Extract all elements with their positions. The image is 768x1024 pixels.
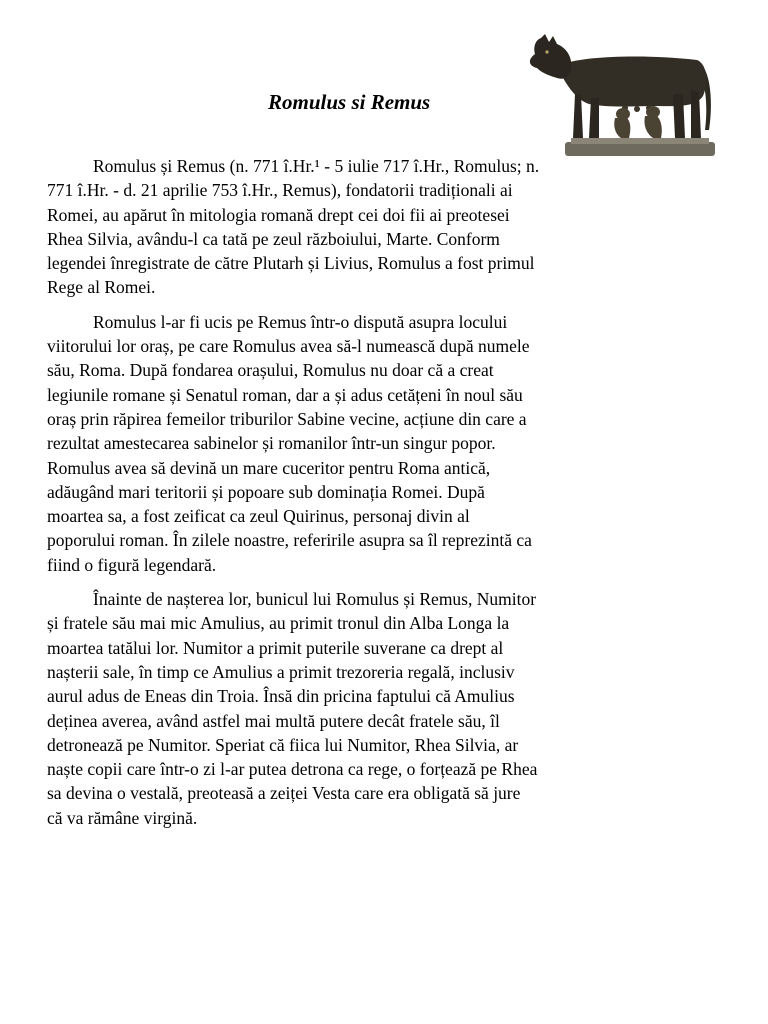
text-line: rezultat amestecarea sabinelor și romanilor într-un singur popor. — [47, 433, 496, 454]
document-body — [47, 154, 683, 840]
text-line: Romulus și Remus (n. 771 î.Hr.¹ - 5 iulie 717 î.Hr., Romulus; n. — [93, 156, 540, 176]
text-line: aurul adus de Eneas din Troia. Însă din pricina faptului că Amulius — [47, 686, 515, 707]
text-line: Romei, au apărut în mitologia romană drept cei doi fii ai preotesei — [47, 204, 510, 225]
text-line: naște copii care într-o zi l-ar putea detrona ca rege, o forțează pe Rhea — [47, 759, 538, 780]
text-line: că va rămâne virgină. — [47, 807, 198, 828]
text-line: sa devina o vestală, preoteasă a zeiței Vesta care era obligată să jure — [47, 783, 521, 804]
text-line: adăugând mari teritorii și popoare sub dominația Romei. După — [47, 481, 485, 502]
text-line: 771 î.Hr. - d. 21 aprilie 753 î.Hr., Remus), fondatorii tradiționali ai — [47, 180, 513, 201]
paragraph — [47, 310, 683, 577]
text-line: Romulus l-ar fi ucis pe Remus într-o dispută asupra locului — [93, 311, 508, 332]
text-line: legiunile romane și Senatul roman, dar a și adus cetățeni în noul său — [47, 384, 523, 405]
text-line: și fratele său mai mic Amulius, au primit tronul din Alba Longa la — [47, 613, 510, 634]
text-line: Romulus avea să devină un mare cuceritor pentru Roma antică, — [47, 457, 491, 478]
paragraph — [47, 587, 683, 830]
document-title: Romulus si Remus — [268, 90, 431, 114]
text-line: deținea averea, având astfel mai multă putere decât fratele său, îl — [47, 710, 500, 731]
text-line: viitorului lor oraș, pe care Romulus avea să-l numească după numele — [47, 336, 530, 357]
text-line: Rege al Romei. — [47, 277, 156, 298]
text-line: Rhea Silvia, avându-l ca tată pe zeul războiului, Marte. Conform — [47, 228, 500, 249]
text-line: nașterii sale, în timp ce Amulius a primit trezoreria regală, inclusiv — [47, 661, 515, 682]
text-line: său, Roma. După fondarea orașului, Romulus nu doar că a creat — [47, 360, 494, 381]
text-line: poporului roman. În zilele noastre, referirile asupra sa îl reprezintă ca — [47, 530, 532, 551]
text-line: moartea sa, a fost zeificat ca zeul Quirinus, personaj divin al — [47, 506, 470, 527]
text-line: legendei înregistrate de către Plutarh și Livius, Romulus a fost primul — [47, 253, 535, 274]
text-line: moartea tatălui lor. Numitor a primit puterile suverane ca drept al — [47, 637, 504, 658]
capitoline-wolf-icon — [525, 34, 715, 158]
paragraph — [47, 154, 683, 300]
text-line: oraș prin răpirea femeilor triburilor Sabine vecine, acțiune din care a — [47, 408, 527, 429]
text-line: fiind o figură legendară. — [47, 554, 217, 575]
text-line: Înainte de nașterea lor, bunicul lui Romulus și Remus, Numitor — [93, 589, 537, 610]
text-line: detronează pe Numitor. Speriat că fiica lui Numitor, Rhea Silvia, ar — [47, 734, 519, 755]
